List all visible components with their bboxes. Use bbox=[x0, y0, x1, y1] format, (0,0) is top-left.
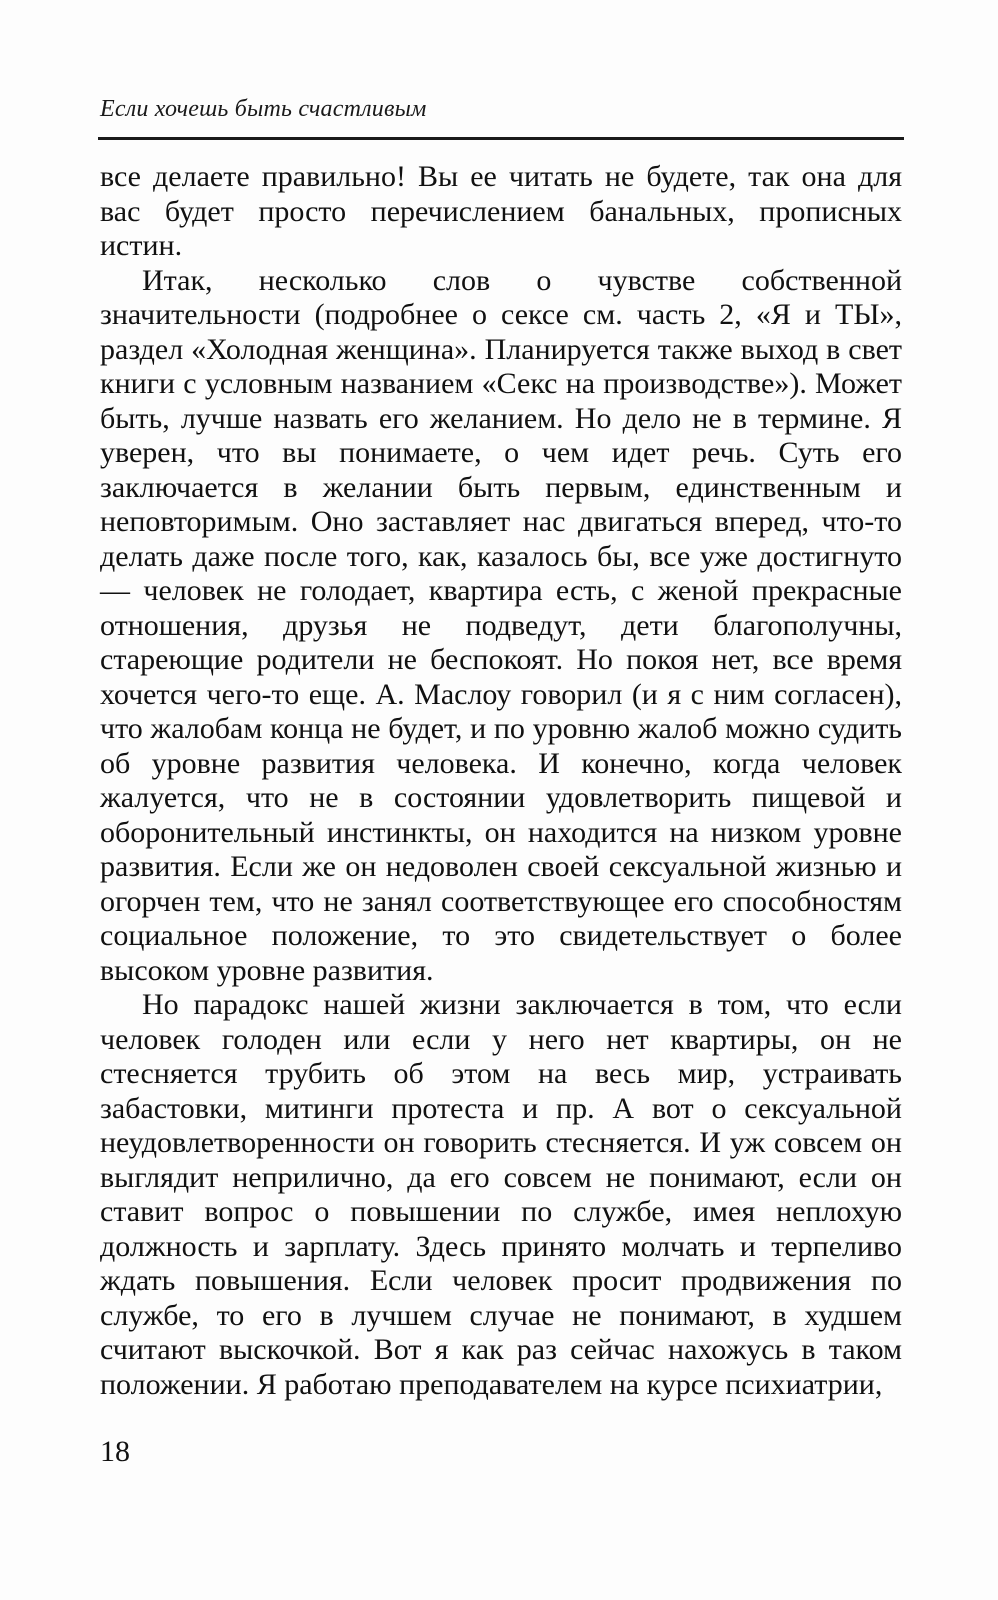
body-text bbox=[100, 160, 902, 1402]
running-head: Если хочешь быть счастливым bbox=[100, 96, 427, 122]
header-rule bbox=[98, 137, 904, 140]
page-number: 18 bbox=[100, 1435, 130, 1468]
paragraph: все делаете правильно! Вы ее читать не будете, так она для вас будет просто перечислением банальных, прописных истин. bbox=[100, 160, 902, 262]
paragraph: Итак, несколько слов о чувстве собственной значительности (подробнее о сексе см. часть 2, «Я и ТЫ», раздел «Холодная женщина». Планируется также выход в свет книги с условным названием «Секс на производстве»). Может быть, лучше назвать его желанием. Но дело не в термине. Я уверен, что вы понимаете, о чем идет речь. Суть его заключается в желании быть первым, единственным и неповторимым. Оно заставляет нас двигаться вперед, что-то делать даже после того, как, казалось бы, все уже достигнуто — человек не голодает, квартира есть, с женой прекрасные отношения, друзья не подведут, дети благополучны, стареющие родители не беспокоят. Но покоя нет, все время хочется чего-то еще. А. Маслоу говорил (и я с ним согласен), что жалобам конца не будет, и по уровню жалоб можно судить об уровне развития человека. И конечно, когда человек жалуется, что не в состоянии удовлетворить пищевой и оборонительный инстинкты, он находится на низком уровне развития. Если же он недоволен своей сексуальной жизнью и огорчен тем, что не занял соответствующее его способностям социальное положение, то это свидетельствует о более высоком уровне развития. bbox=[100, 263, 902, 987]
paragraph: Но парадокс нашей жизни заключается в том, что если человек голоден или если у него нет квартиры, он не стесняется трубить об этом на весь мир, устраивать забастовки, митинги протеста и пр. А вот о сексуальной неудовлетворенности он говорить стесняется. И уж совсем он выглядит неприлично, да его совсем не понимают, если он ставит вопрос о повышении по службе, имея неплохую должность и зарплату. Здесь принято молчать и терпеливо ждать повышения. Если человек просит продвижения по службе, то его в лучшем случае не понимают, в худшем считают выскочкой. Вот я как раз сейчас нахожусь в таком положении. Я работаю преподавателем на курсе психиатрии, bbox=[100, 988, 902, 1401]
